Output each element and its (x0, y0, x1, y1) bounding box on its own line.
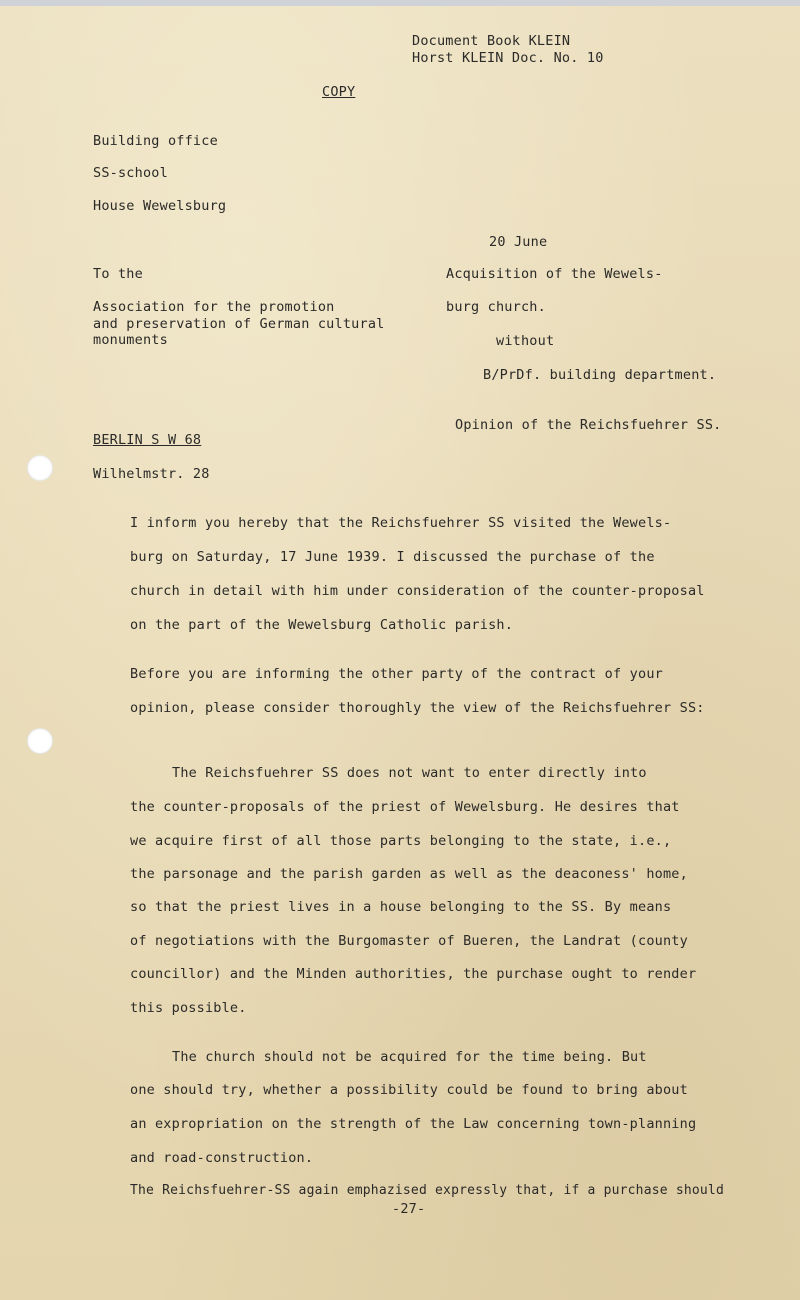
body-p3-line-5: so that the priest lives in a house belonging to the SS. By means (130, 899, 672, 915)
subject-line-1: Acquisition of the Wewels- (446, 266, 663, 282)
body-p5-line-1: The Reichsfuehrer-SS again emphazised expressly that, if a purchase should (130, 1183, 724, 1198)
recipient-assoc-2: and preservation of German cultural (93, 316, 385, 332)
body-p1-line-1: I inform you hereby that the Reichsfuehrer SS visited the Wewels- (130, 515, 672, 531)
recipient-street: Wilhelmstr. 28 (93, 466, 210, 482)
body-p3-line-1: The Reichsfuehrer SS does not want to enter directly into (172, 765, 647, 781)
recipient-assoc-3: monuments (93, 332, 168, 348)
page-number: -27- (392, 1201, 426, 1217)
body-p3-line-8: this possible. (130, 1000, 247, 1016)
opinion-line: Opinion of the Reichsfuehrer SS. (455, 417, 722, 433)
body-p3-line-4: the parsonage and the parish garden as well as the deaconess' home, (130, 866, 688, 882)
subject-line-2: burg church. (446, 299, 546, 315)
body-p3-line-7: councillor) and the Minden authorities, the purchase ought to render (130, 966, 697, 982)
copy-label: COPY (322, 84, 356, 100)
body-p3-line-2: the counter-proposals of the priest of Wewelsburg. He desires that (130, 799, 680, 815)
body-p4-line-2: one should try, whether a possibility could be found to bring about (130, 1082, 688, 1098)
body-p4-line-4: and road-construction. (130, 1150, 314, 1166)
punch-hole-top (27, 455, 53, 481)
scan-edge (0, 0, 800, 6)
body-p4-line-1: The church should not be acquired for the time being. But (172, 1049, 647, 1065)
sender-line-2: SS-school (93, 165, 168, 181)
doc-number-label: Horst KLEIN Doc. No. 10 (412, 50, 604, 66)
body-p2-line-1: Before you are informing the other party of the contract of your (130, 666, 663, 682)
date: 20 June (489, 234, 548, 250)
body-p2-line-2: opinion, please consider thoroughly the view of the Reichsfuehrer SS: (130, 700, 705, 716)
recipient-assoc-1: Association for the promotion (93, 299, 335, 315)
body-p3-line-3: we acquire first of all those parts belonging to the state, i.e., (130, 833, 672, 849)
body-p1-line-3: church in detail with him under consideration of the counter-proposal (130, 583, 705, 599)
body-p3-line-6: of negotiations with the Burgomaster of Bueren, the Landrat (county (130, 933, 688, 949)
recipient-city: BERLIN S W 68 (93, 432, 202, 448)
enclosure-note: without (496, 333, 555, 349)
recipient-to: To the (93, 266, 143, 282)
body-p4-line-3: an expropriation on the strength of the Law concerning town-planning (130, 1116, 697, 1132)
reference-line: B/PrDf. building department. (483, 367, 717, 383)
punch-hole-bottom (27, 728, 53, 754)
body-p1-line-4: on the part of the Wewelsburg Catholic parish. (130, 617, 514, 633)
doc-book-label: Document Book KLEIN (412, 33, 571, 49)
sender-line-1: Building office (93, 133, 218, 149)
sender-line-3: House Wewelsburg (93, 198, 227, 214)
body-p1-line-2: burg on Saturday, 17 June 1939. I discussed the purchase of the (130, 549, 655, 565)
